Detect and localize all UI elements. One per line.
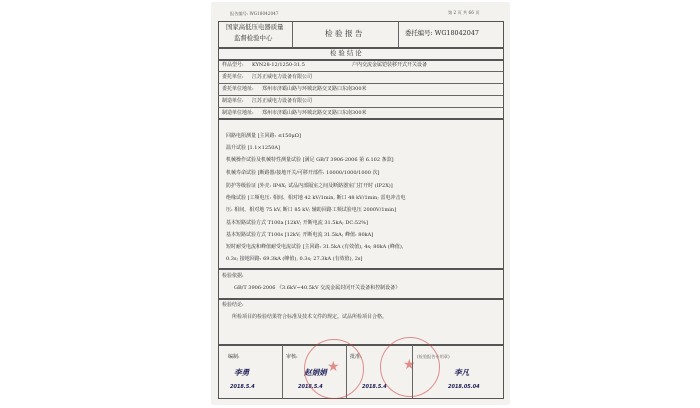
info-value: 江苏正威电力设备有限公司	[252, 98, 313, 104]
test-item: 压: 相间、相对地 75 kV, 断口 85 kV; 辅助回路工频试验电压 2000V/1min]	[226, 207, 397, 213]
test-item: 基本短路试验方式 T100s [12kV; 开断电流 31.5kA; 峰值: 80kA]	[226, 232, 374, 238]
signature-reviewer: 赵娟娟	[304, 368, 327, 377]
test-item: 机械寿命试验 [断路器/接地开关/可移开部件: 10000/1000/1000 次]	[226, 170, 380, 176]
report-page	[212, 3, 509, 404]
date-compiler: 2018.5.4	[230, 384, 255, 390]
date-reviewer: 2018.5.4	[298, 384, 323, 390]
info-label: 样品型号:	[222, 62, 244, 68]
basis-text: GB/T 3906-2006 《3.6kV~40.5kV 交流金属封闭开关设备和控制设备》	[234, 285, 401, 291]
inspection-seal: ★	[380, 337, 440, 397]
signature-approver: 李凡	[454, 368, 470, 377]
stamp-note: (检验报告专用章)	[417, 354, 450, 359]
test-item: 防护等级验证 [外壳: IP4X; 试品内部隔室之间及断路器室门打开时 (IP2X)]	[226, 183, 393, 189]
test-item: 机械操作试验及机械特性测量试验 [满足 GB/T 3906-2006 第 6.102 条款]	[226, 157, 394, 163]
info-label: 制造单位:	[222, 98, 244, 104]
test-item: 0.3s; 接地回路: 69.3kA (峰值), 0.3s; 27.3kA (有效值), 2s]	[226, 256, 363, 262]
report-type: 检 验 报 告	[325, 29, 363, 38]
stamp-date: 2018.05.04	[448, 384, 480, 390]
conclusion-text: 所检项目的检验结果符合标准及技术文件的规定。试品所检项目合格。	[232, 314, 388, 320]
date-approver: 2018.5.4	[362, 384, 387, 390]
test-item: 短时耐受电流和峰值耐受电流试验 [主回路: 31.5kA (有效值), 4s; 80kA (峰值),	[226, 244, 404, 250]
info-value: KYN28-12/1250-31.5	[252, 62, 305, 68]
test-item: 基本短路试验方式 T100a [12kV; 开断电流 31.5kA; DC:52%]	[226, 220, 368, 226]
org-name-line1: 国家高低压电器质量	[226, 23, 284, 31]
info-label: 委托单位:	[222, 74, 244, 80]
commission-number: 委托编号: WG18042047	[405, 29, 479, 37]
test-item: 绝缘试验 [工频电压: 相间、相对地 42 kV/1min, 断口 48 kV/1min; 雷电冲击电	[226, 195, 406, 201]
info-extra: 户内交流金属铠装移开式开关设备	[352, 62, 428, 68]
role-approver: 批准:	[350, 354, 362, 360]
signature-compiler: 李勇	[234, 368, 250, 377]
conclusion-block	[218, 298, 504, 346]
role-reviewer: 审核:	[286, 354, 298, 360]
basis-block	[218, 268, 504, 300]
conclusion-label: 检验结论:	[222, 302, 244, 308]
test-item: 温升试验 [1.1×1250A]	[226, 145, 280, 151]
info-label: 委托单位地址:	[222, 86, 254, 92]
org-name-line2: 监督检验中心	[234, 34, 273, 42]
info-value: 郑州市济霸山路与环城北路交叉路口东南300米	[262, 86, 367, 92]
info-value: 郑州市济霸山路与环城北路交叉路口东南300米	[262, 110, 367, 116]
page-indicator: 第 2 页 共 66 页	[448, 10, 480, 15]
test-item: 回路电阻测量 [主回路: ≤150μΩ]	[226, 133, 301, 139]
report-number: 报告编号: WG18042047	[230, 11, 279, 16]
info-value: 江苏正威电力设备有限公司	[252, 74, 313, 80]
basis-label: 检验依据:	[222, 273, 244, 279]
section-title: 检 验 结 论	[330, 49, 362, 57]
info-label: 制造单位地址:	[222, 110, 254, 116]
role-compiler: 编制:	[228, 354, 240, 360]
official-seal: ★	[304, 339, 364, 399]
